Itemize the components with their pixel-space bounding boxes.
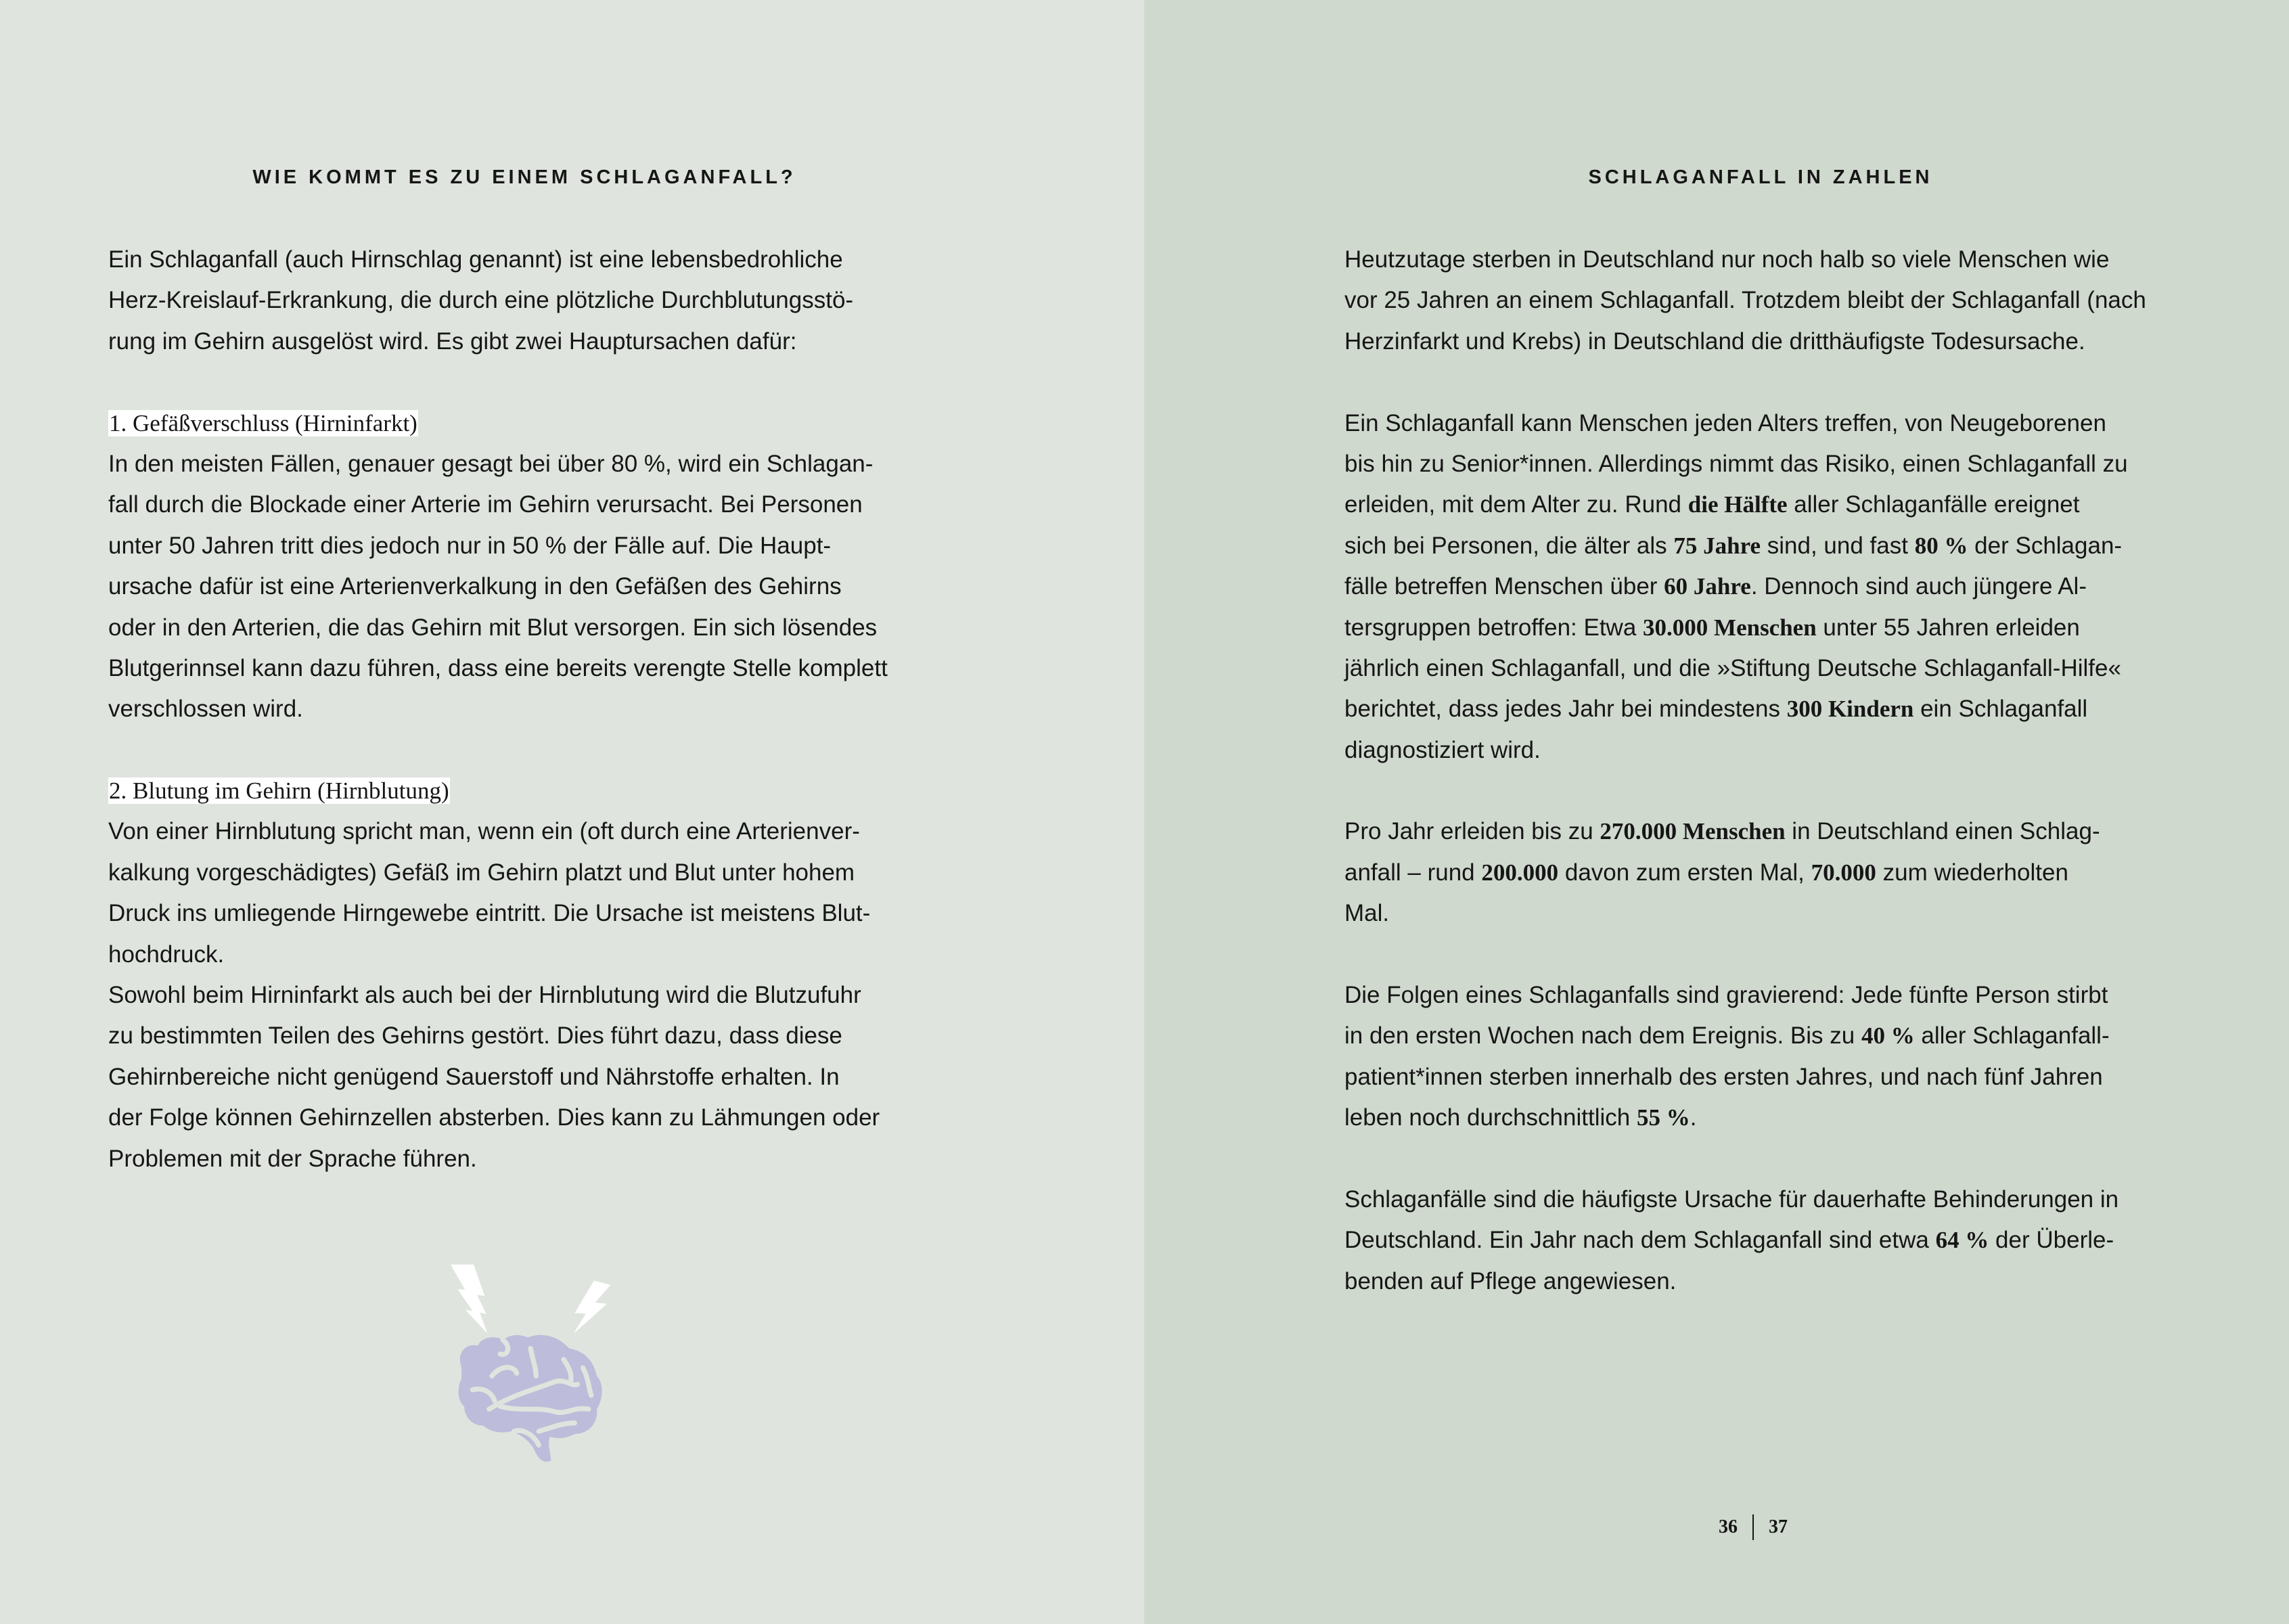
text-segment: verschlossen wird. (108, 696, 303, 723)
text-segment: Herz-Kreislauf-Erkrankung, die durch eine plötzliche Durchblutungsstö- (108, 287, 854, 314)
subheading (108, 403, 988, 444)
text-line (108, 689, 988, 729)
text-line (108, 934, 988, 975)
page-number-left: 36 (1719, 1516, 1738, 1537)
text-segment: jährlich einen Schlaganfall, und die »Stiftung Deutsche Schlaganfall-Hilfe« (1344, 654, 2121, 681)
text-segment: Blutgerinnsel kann dazu führen, dass eine bereits verengte Stelle komplett (108, 654, 888, 681)
text-line (1344, 1261, 2224, 1302)
paragraph (1344, 1179, 2224, 1302)
text-segment: unter 50 Jahren tritt dies jedoch nur in 50 % der Fälle auf. Die Haupt- (108, 532, 832, 559)
text-line (1344, 1057, 2224, 1098)
text-segment: Heutzutage sterben in Deutschland nur noch halb so viele Menschen wie (1344, 246, 2110, 273)
text-segment: bis hin zu Senior*innen. Allerdings nimmt das Risiko, einen Schlaganfall zu (1344, 450, 2128, 477)
brain-illustration (423, 1228, 633, 1485)
text-line (1344, 321, 2224, 362)
left-page-heading: WIE KOMMT ES ZU EINEM SCHLAGANFALL? (252, 166, 796, 188)
text-line (1344, 648, 2224, 689)
left-page-body (108, 240, 988, 1179)
text-line (108, 280, 988, 321)
text-line (108, 893, 988, 934)
text-line (108, 608, 988, 648)
brain-icon (459, 1335, 602, 1462)
bold-highlight: 80 % (1914, 532, 1968, 559)
bold-highlight: 300 Kindern (1786, 696, 1914, 723)
paragraph (1344, 240, 2224, 362)
text-line (108, 240, 988, 280)
bold-highlight: 270.000 Menschen (1600, 818, 1786, 845)
text-line (108, 1098, 988, 1138)
bold-highlight: die Hälfte (1687, 491, 1788, 518)
page-number-divider (1752, 1514, 1754, 1540)
text-segment: benden auf Pflege angewiesen. (1344, 1267, 1677, 1294)
text-segment: fall durch die Blockade einer Arterie im Gehirn verursacht. Bei Personen (108, 491, 863, 518)
text-segment: aller Schlaganfälle ereignet (1787, 491, 2080, 518)
text-segment: rung im Gehirn ausgelöst wird. Es gibt zwei Hauptursachen dafür: (108, 328, 797, 355)
text-line (108, 566, 988, 607)
text-segment: In den meisten Fällen, genauer gesagt bei über 80 %, wird ein Schlagan- (108, 450, 874, 477)
text-segment: Pro Jahr erleiden bis zu (1344, 818, 1600, 845)
text-segment: hochdruck. (108, 941, 225, 968)
text-segment: fälle betreffen Menschen über (1344, 573, 1664, 600)
text-segment: Sowohl beim Hirninfarkt als auch bei der Hirnblutung wird die Blutzufuhr (108, 982, 861, 1009)
text-segment: in den ersten Wochen nach dem Ereignis. Bis zu (1344, 1022, 1861, 1050)
text-line (1344, 893, 2224, 934)
right-page-heading: SCHLAGANFALL IN ZAHLEN (1588, 166, 1933, 188)
lightning-bolt-icon (574, 1280, 611, 1333)
text-segment: sich bei Personen, die älter als (1344, 532, 1674, 559)
text-line (108, 526, 988, 566)
lightning-bolt-icon (451, 1265, 488, 1334)
text-segment: Die Folgen eines Schlaganfalls sind gravierend: Jede fünfte Person stirbt (1344, 982, 2108, 1009)
text-segment: sind, und fast (1761, 532, 1915, 559)
text-line (1344, 280, 2224, 321)
text-line (1344, 526, 2224, 566)
bold-highlight: 30.000 Menschen (1643, 614, 1817, 641)
text-line (108, 444, 988, 484)
text-segment: Schlaganfälle sind die häufigste Ursache für dauerhafte Behinderungen in (1344, 1186, 2119, 1213)
text-line (1344, 240, 2224, 280)
paragraph (1344, 975, 2224, 1139)
text-segment: in Deutschland einen Schlag- (1785, 818, 2100, 845)
text-segment: der Überle- (1989, 1227, 2114, 1254)
right-page-body (1344, 240, 2224, 1302)
text-segment: der Folge können Gehirnzellen absterben. Dies kann zu Lähmungen oder (108, 1104, 880, 1131)
text-segment: erleiden, mit dem Alter zu. Rund (1344, 491, 1688, 518)
text-line (1344, 811, 2224, 852)
text-segment: 2. Blutung im Gehirn (Hirnblutung) (109, 777, 449, 805)
text-segment: kalkung vorgeschädigtes) Gefäß im Gehirn platzt und Blut unter hohem (108, 859, 855, 886)
page-number-right: 37 (1769, 1516, 1788, 1537)
paragraph (1344, 811, 2224, 934)
text-line (1344, 1179, 2224, 1220)
text-segment: . (1690, 1104, 1697, 1131)
paragraph (108, 811, 988, 975)
text-segment: Gehirnbereiche nicht genügend Sauerstoff und Nährstoffe erhalten. In (108, 1063, 840, 1090)
text-line (1344, 689, 2224, 729)
text-line (108, 321, 988, 362)
text-line (108, 853, 988, 893)
bold-highlight: 60 Jahre (1664, 573, 1751, 600)
paragraph (108, 975, 988, 1179)
text-line (108, 403, 988, 444)
text-line (108, 1057, 988, 1098)
text-segment: aller Schlaganfall- (1914, 1022, 2110, 1050)
text-segment: ursache dafür ist eine Arterienverkalkung in den Gefäßen des Gehirns (108, 573, 842, 600)
text-segment: berichtet, dass jedes Jahr bei mindestens (1344, 696, 1787, 723)
text-segment: Herzinfarkt und Krebs) in Deutschland die dritthäufigste Todesursache. (1344, 328, 2085, 355)
text-line (1344, 608, 2224, 648)
text-segment: davon zum ersten Mal, (1558, 859, 1811, 886)
bold-highlight: 40 % (1861, 1022, 1915, 1050)
text-line (1344, 975, 2224, 1016)
text-segment: Von einer Hirnblutung spricht man, wenn ein (oft durch eine Arterienver- (108, 818, 860, 845)
text-line (1344, 730, 2224, 771)
text-segment: ein Schlaganfall (1913, 696, 2088, 723)
bold-highlight: 200.000 (1481, 859, 1559, 886)
text-line (108, 1016, 988, 1056)
bold-highlight: 75 Jahre (1673, 532, 1761, 559)
left-page (0, 0, 1144, 1624)
text-line (108, 484, 988, 525)
text-segment: leben noch durchschnittlich (1344, 1104, 1637, 1131)
text-segment: 1. Gefäßverschluss (Hirninfarkt) (109, 409, 417, 436)
text-segment: Mal. (1344, 900, 1390, 927)
paragraph (1344, 403, 2224, 771)
text-segment: tersgruppen betroffen: Etwa (1344, 614, 1644, 641)
text-line (108, 975, 988, 1016)
subheading (108, 771, 988, 811)
text-line (1344, 484, 2224, 525)
text-segment: vor 25 Jahren an einem Schlaganfall. Trotzdem bleibt der Schlaganfall (nach (1344, 287, 2146, 314)
text-line (108, 1139, 988, 1179)
text-segment: unter 55 Jahren erleiden (1816, 614, 2080, 641)
text-line (1344, 1016, 2224, 1056)
text-segment: zum wiederholten (1876, 859, 2068, 886)
text-segment: Druck ins umliegende Hirngewebe eintritt. Die Ursache ist meistens Blut- (108, 900, 871, 927)
text-line (1344, 566, 2224, 607)
text-line (1344, 403, 2224, 444)
text-segment: diagnostiziert wird. (1344, 736, 1541, 763)
bold-highlight: 64 % (1935, 1227, 1989, 1254)
paragraph (108, 444, 988, 730)
page-numbers (1719, 1514, 1788, 1540)
text-segment: anfall – rund (1344, 859, 1482, 886)
right-page (1144, 0, 2289, 1624)
text-line (1344, 444, 2224, 484)
text-segment: der Schlagan- (1968, 532, 2123, 559)
paragraph (108, 240, 988, 362)
text-line (108, 811, 988, 852)
text-segment: Ein Schlaganfall kann Menschen jeden Alters treffen, von Neugeborenen (1344, 409, 2106, 436)
text-segment: Problemen mit der Sprache führen. (108, 1145, 477, 1172)
text-line (108, 771, 988, 811)
bold-highlight: 70.000 (1811, 859, 1876, 886)
text-segment: oder in den Arterien, die das Gehirn mit Blut versorgen. Ein sich lösendes (108, 614, 878, 641)
text-line (1344, 1220, 2224, 1261)
text-line (1344, 1098, 2224, 1138)
text-segment: patient*innen sterben innerhalb des ersten Jahres, und nach fünf Jahren (1344, 1063, 2103, 1090)
text-segment: Ein Schlaganfall (auch Hirnschlag genannt) ist eine lebensbedrohliche (108, 246, 843, 273)
text-line (1344, 853, 2224, 893)
text-segment: . Dennoch sind auch jüngere Al- (1750, 573, 2087, 600)
text-line (108, 648, 988, 689)
bold-highlight: 55 % (1636, 1104, 1690, 1131)
text-segment: zu bestimmten Teilen des Gehirns gestört. Dies führt dazu, dass diese (108, 1022, 842, 1050)
text-segment: Deutschland. Ein Jahr nach dem Schlaganfall sind etwa (1344, 1227, 1936, 1254)
